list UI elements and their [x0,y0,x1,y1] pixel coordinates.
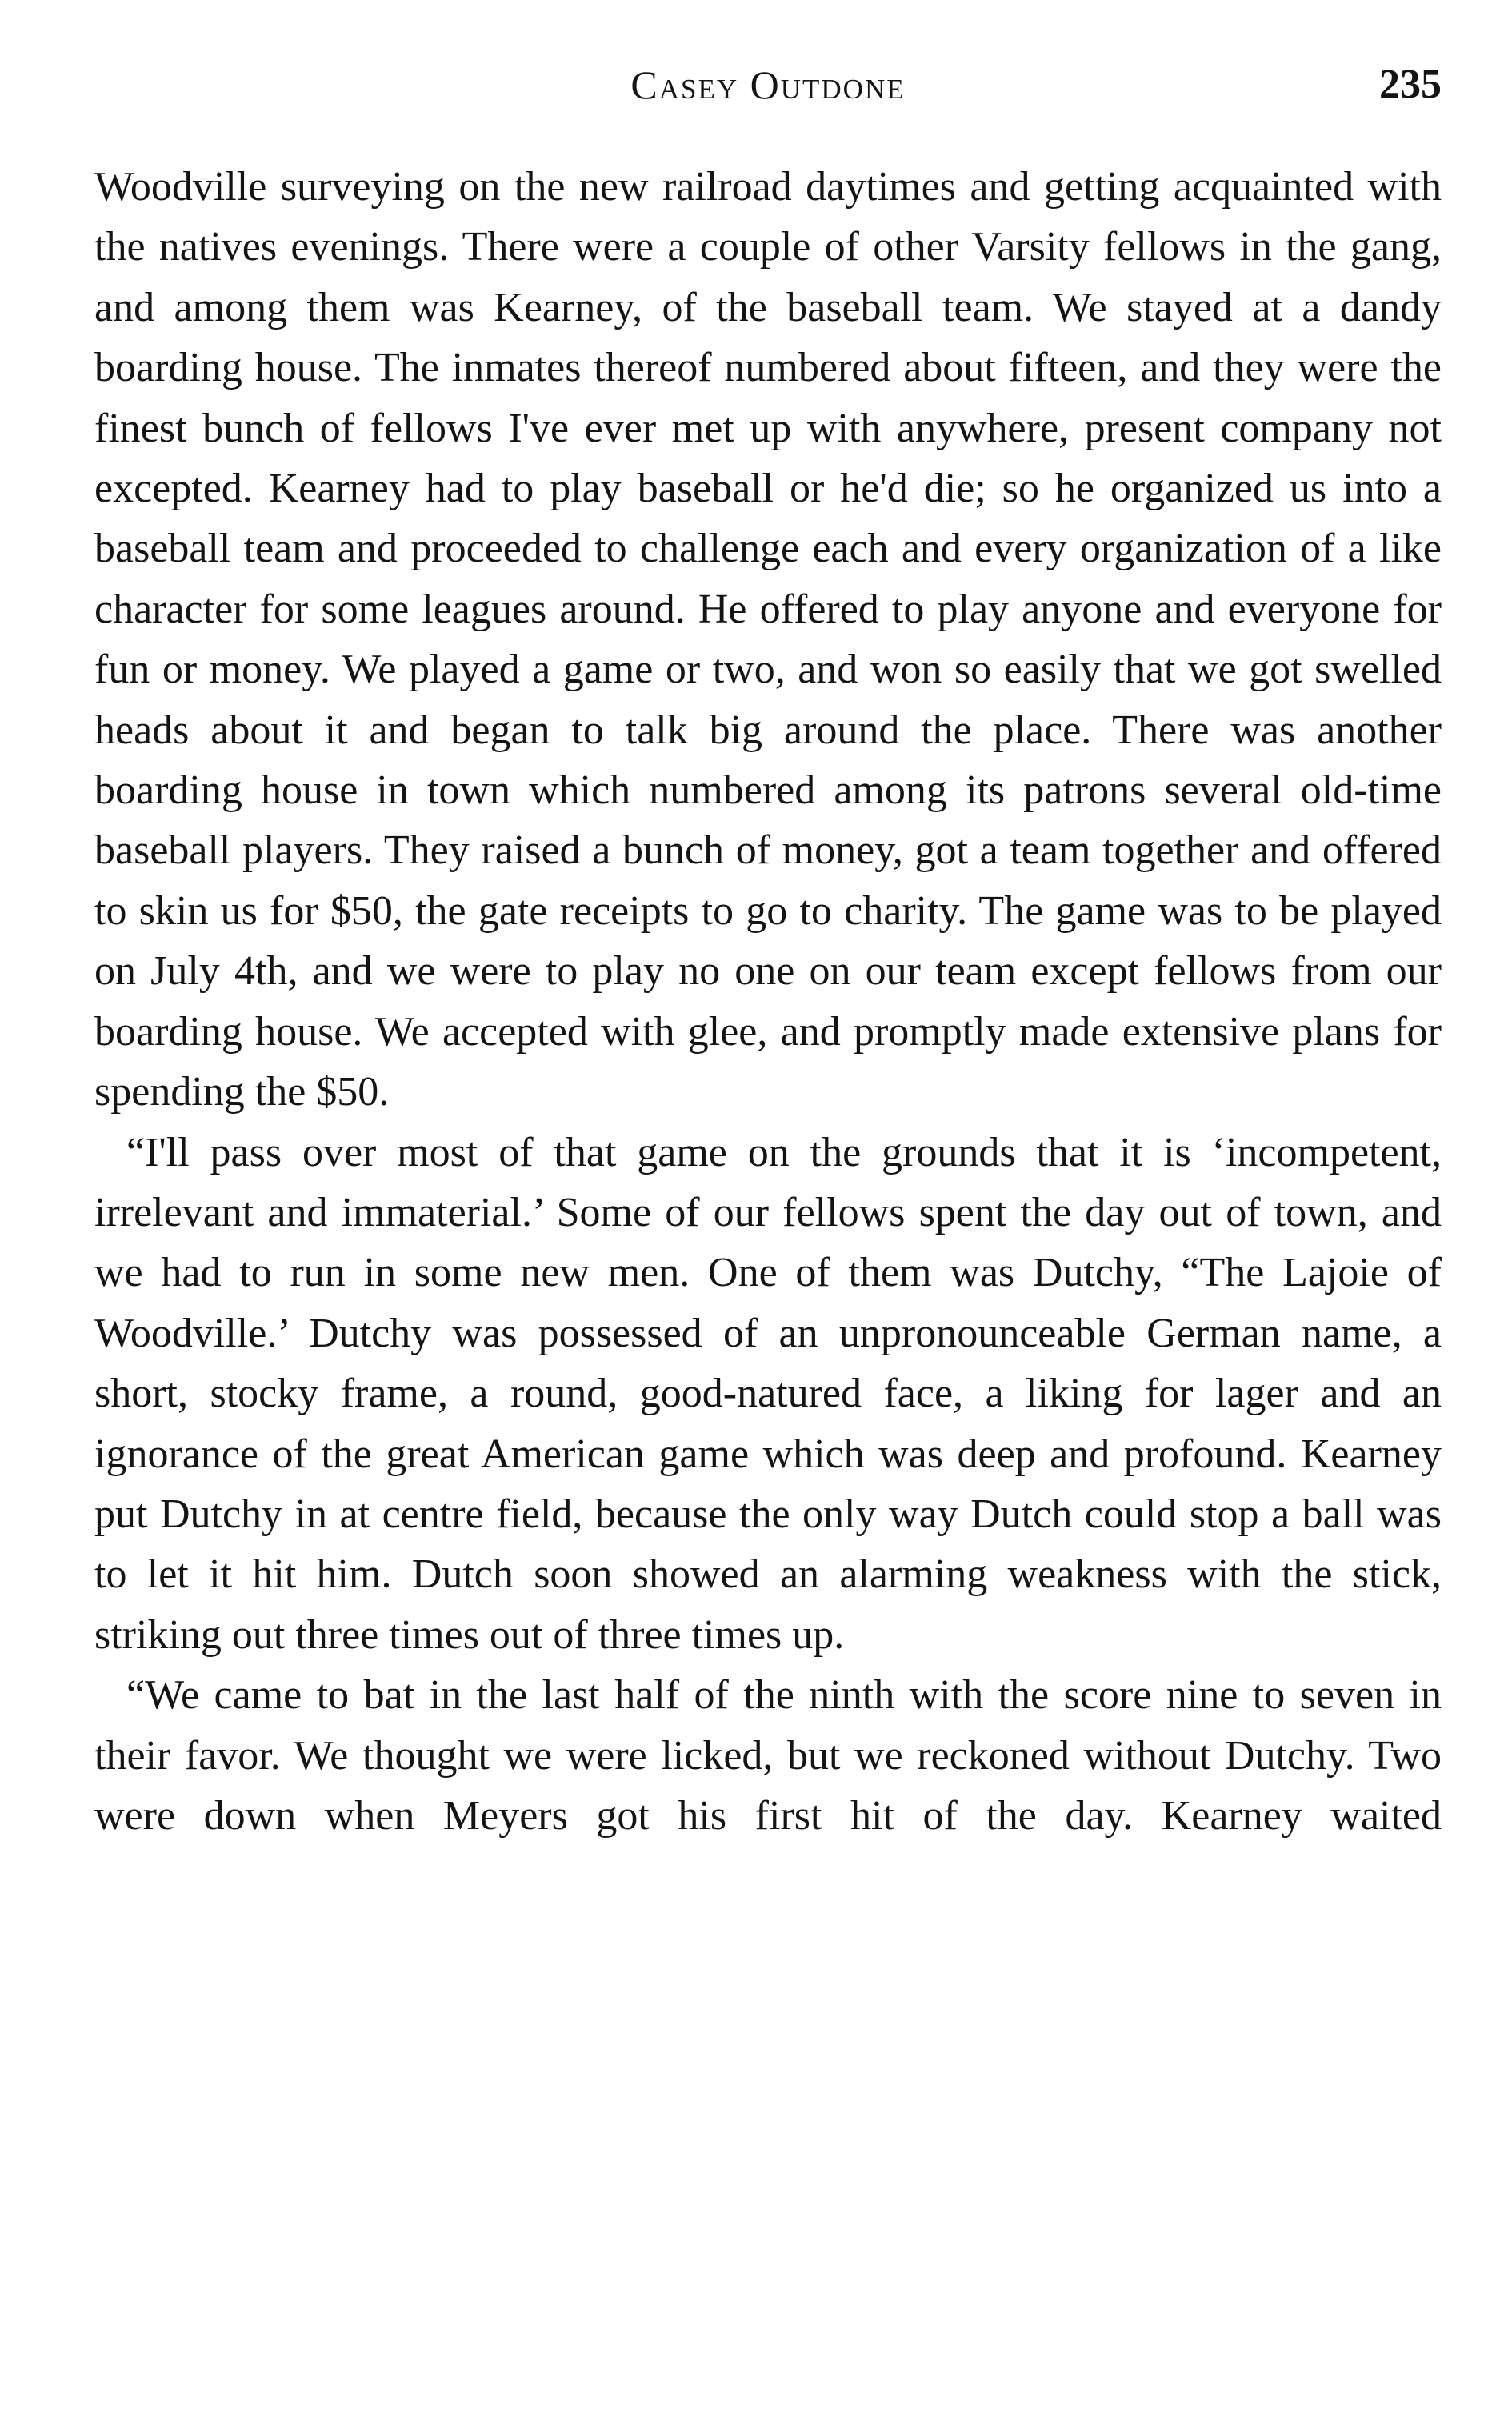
paragraph-2: “I'll pass over most of that game on the grounds that it is ‘incompetent, irrelevant and immaterial.’ Some of our fellows spent the day out of town, and we had to run in some new men. One of them was Dutchy, “The Lajoie of Woodville.’ Dutchy was possessed of an unpronounceable German name, a short, stocky frame, a round, good-natured face, a liking for lager and an ignorance of the great American game which was deep and profound. Kearney put Dutchy in at centre field, because the only way Dutch could stop a ball was to let it hit him. Dutch soon showed an alarming weakness with the stick, striking out three times out of three times up. [94,1129,1442,1658]
paragraph-3: “We came to bat in the last half of the ninth with the score nine to seven in their favor. We thought we were licked, but we reckoned without Dutchy. Two were down when Meyers got his first hit of the day. Kearney waited [94,1672,1442,1839]
running-title: Casey Outdone [630,62,906,107]
running-head [94,56,1442,114]
paragraph-1: Woodville surveying on the new railroad daytimes and getting acquainted with the natives evenings. There were a couple of other Varsity fellows in the gang, and among them was Kearney, of the baseball team. We stayed at a dandy boarding house. The inmates thereof numbered about fifteen, and they were the finest bunch of fellows I've ever met up with anywhere, present company not excepted. Kearney had to play baseball or he'd die; so he organized us into a baseball team and proceeded to challenge each and every organization of a like character for some leagues around. He offered to play anyone and everyone for fun or money. We played a game or two, and won so easily that we got swelled heads about it and began to talk big around the place. There was another boarding house in town which numbered among its patrons several old-time baseball players. They raised a bunch of money, got a team together and offered to skin us for $50, the gate receipts to go to charity. The game was to be played on July 4th, and we were to play no one on our team except fellows from our boarding house. We accepted with glee, and promptly made extensive plans for spending the $50. [94,164,1442,1115]
body-text [94,157,1442,1846]
page-number: 235 [1379,62,1442,107]
